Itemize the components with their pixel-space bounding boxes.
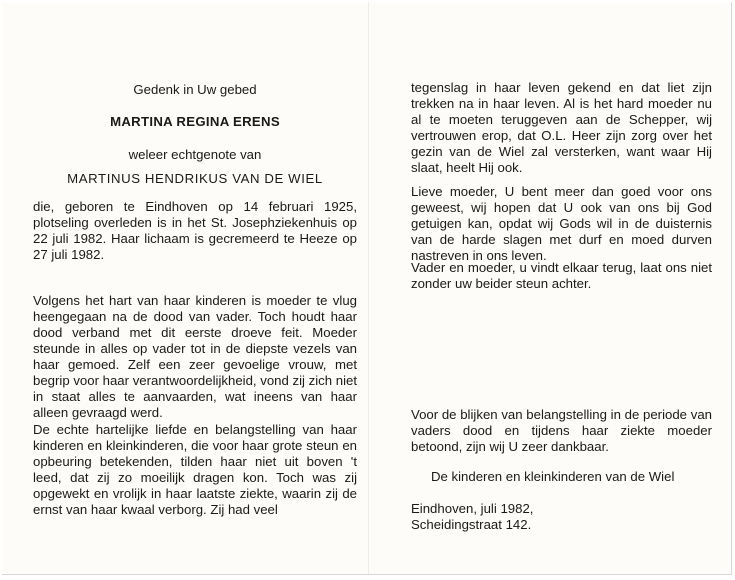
tribute-paragraph-5: Vader en moeder, u vindt elkaar terug, laat ons niet zonder uw beider steun achter. [411, 260, 712, 291]
tribute-paragraph-1: Volgens het hart van haar kinderen is moeder te vlug heengegaan na de dood van vader. Toch houdt haar dood verband met dit eerste droeve feit. Moeder steunde in alles op vader tot in de diepste vezels van haar gemoed. Zelf een zeer gevoelige vrouw, met begrip voor haar verantwoordelijkheid, vond zij zich niet in staat alles te aanvaarden, wat ineens van haar alleen gevraagd werd. [33, 293, 358, 420]
spouse-name: MARTINUS HENDRIKUS VAN DE WIEL [67, 171, 323, 186]
tribute-paragraph-2: De echte hartelijke liefde en belangstelling van haar kinderen en kleinkinderen, die voor haar grote steun en opbeuring betekenden, tilden haar niet uit boven 't leed, dat zij zo moeilijk dragen kon. Toch was zij opgewekt en vrolijk in haar laatste ziekte, waarin zij de ernst van haar kwaal verborg. Zij had veel [33, 422, 357, 517]
tribute-paragraph-3: tegenslag in haar leven gekend en dat liet zijn trekken na in haar leven. Al is het hard moeder nu al te moeten teruggeven aan de Schepper, wij vertrouwen erop, dat O.L. Heer zijn zorg over het gezin van de Wiel zal versterken, want waar Hij slaat, heelt Hij ook. [411, 80, 712, 175]
card-fold-line [368, 2, 369, 574]
thanks-paragraph: Voor de blijken van belangstelling in de periode van vaders dood en tijdens haar ziekte moeder betoond, zijn wij U zeer dankbaar. [411, 407, 712, 454]
deceased-name: MARTINA REGINA ERENS [110, 114, 280, 129]
memorial-card [2, 2, 732, 575]
signature-line: De kinderen en kleinkinderen van de Wiel [431, 469, 675, 484]
address: Scheidingstraat 142. [411, 517, 532, 532]
tribute-paragraph-4: Lieve moeder, U bent meer dan goed voor ons geweest, wij hopen dat U ook van ons bij God getuigen kan, opdat wij Gods wil in de duisternis van de harde slagen met durf en moed durven nastreven in ons leven. [411, 184, 712, 263]
relation-line: weleer echtgenote van [128, 147, 262, 162]
bio-paragraph: die, geboren te Eindhoven op 14 februari 1925, plotseling overleden is in het St. Josephziekenhuis op 22 juli 1982. Haar lichaam is gecremeerd te Heeze op 27 juli 1982. [33, 199, 357, 262]
place-date: Eindhoven, juli 1982, [411, 501, 534, 516]
header-line: Gedenk in Uw gebed [133, 82, 257, 97]
